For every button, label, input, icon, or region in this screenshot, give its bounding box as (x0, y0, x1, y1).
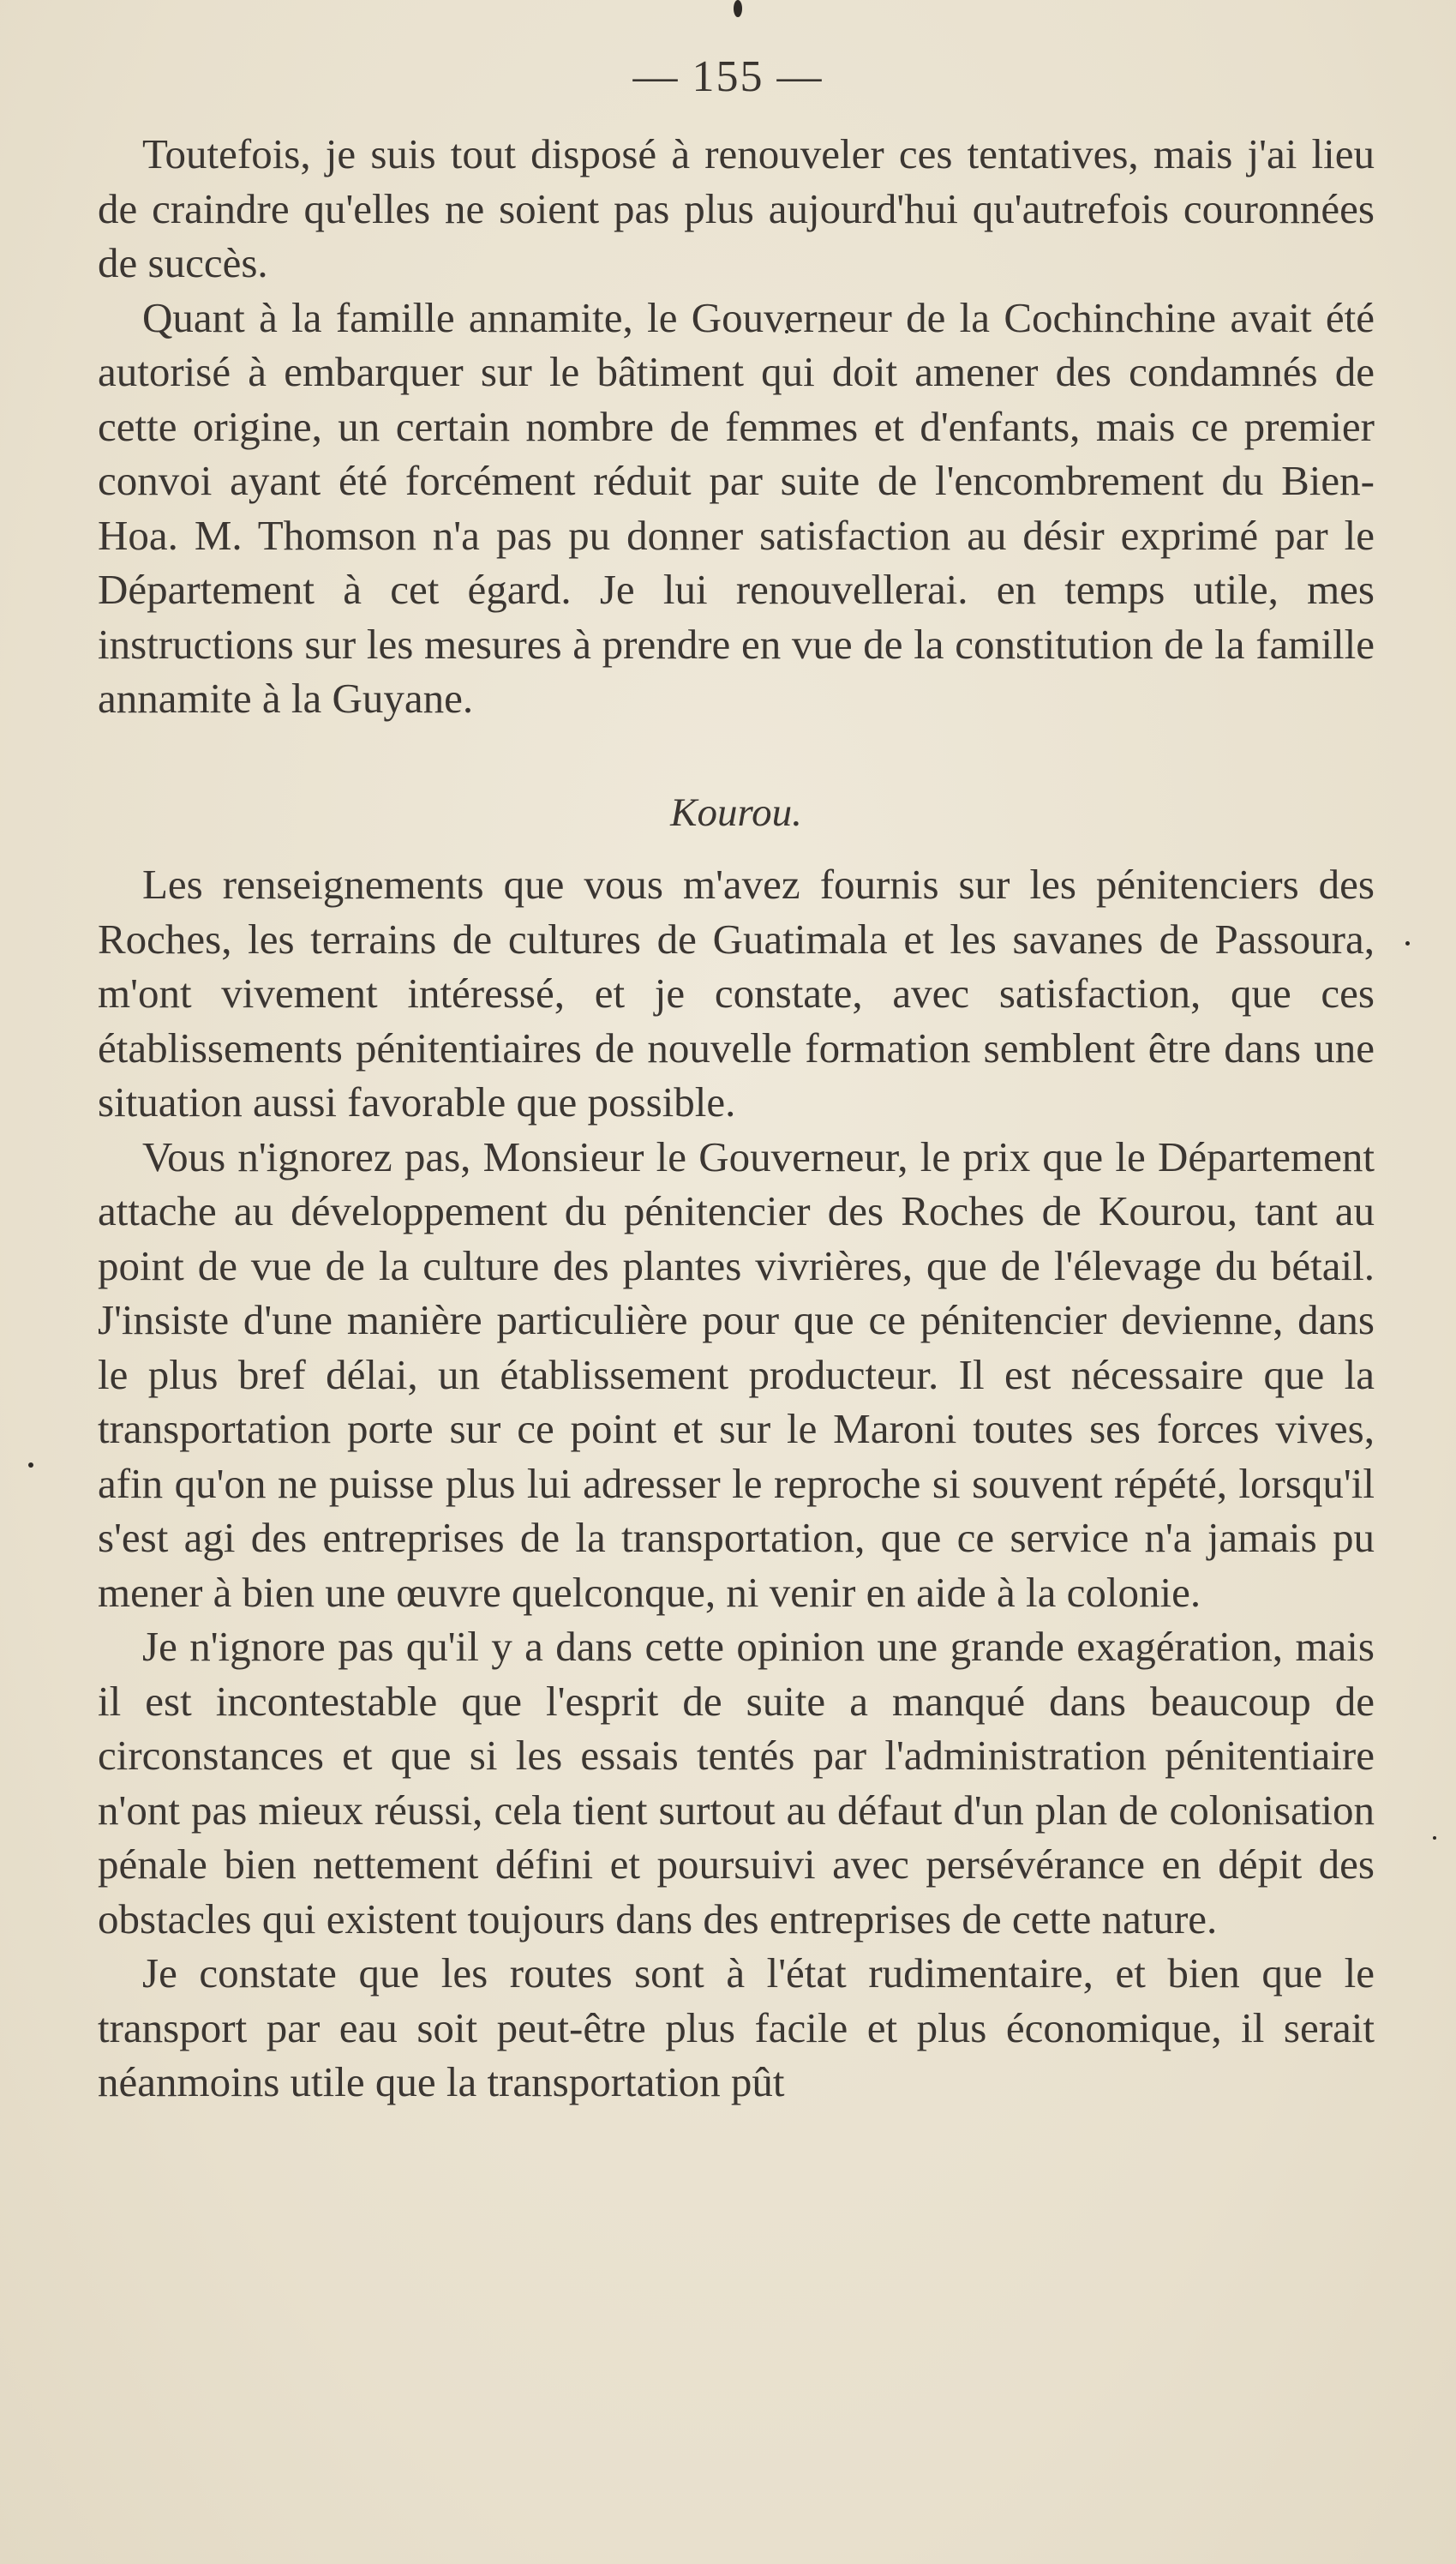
paragraph: Je n'ignore pas qu'il y a dans cette opinion une grande exagération, mais il est incontestable que l'esprit de suite a manqué dans beaucoup de circonstances et que si les essais tentés par l'administration pénitentiaire n'ont pas mieux réussi, cela tient surtout au défaut d'un plan de colonisation pénale bien nettement défini et poursuivi avec persévérance en dépit des obstacles qui existent toujours dans des entreprises de cette nature. (98, 1623, 1375, 1943)
paragraph: Vous n'ignorez pas, Monsieur le Gouverneur, le prix que le Département attache au développement du pénitencier des Roches de Kourou, tant au point de vue de la culture des plantes vivrières, que de l'élevage du bétail. J'insiste d'une manière particulière pour que ce pénitencier devienne, dans le plus bref délai, un établissement producteur. Il est nécessaire que la transportation porte sur ce point et sur le Maroni toutes ses forces vives, afin qu'on ne puisse plus lui adresser le reproche si souvent répété, lorsqu'il s'est agi des entreprises de la transportation, que ce service n'a jamais pu mener à bien une œuvre quelconque, ni venir en aide à la colonie. (98, 1132, 1375, 1616)
ink-speck (28, 1462, 33, 1468)
section-heading: Kourou. (670, 790, 802, 835)
ink-speck (1433, 1836, 1436, 1840)
body-text (98, 127, 1375, 2110)
paragraph: Quant à la famille annamite, le Gouverneur de la Cochinchine avait été autorisé à embarquer sur le bâtiment qui doit amener des condamnés de cette origine, un certain nombre de femmes et d'enfants, mais ce premier convoi ayant été forcément réduit par suite de l'encombrement du Bien-Hoa. M. Thomson n'a pas pu donner satisfaction au désir exprimé par le Département à cet égard. Je lui renouvellerai. en temps utile, mes instructions sur les mesures à prendre en vue de la constitution de la famille annamite à la Guyane. (98, 293, 1375, 722)
ink-speck (734, 0, 742, 17)
ink-speck (1405, 941, 1410, 946)
paragraph: Les renseignements que vous m'avez fournis sur les pénitenciers des Roches, les terrains de cultures de Guatimala et les savanes de Passoura, m'ont vivement intéressé, et je constate, avec satisfaction, que ces établissements pénitentiaires de nouvelle formation semblent être dans une situation aussi favorable que possible. (98, 861, 1375, 1126)
paragraph: Toutefois, je suis tout disposé à renouveler ces tentatives, mais j'ai lieu de craindre qu'elles ne soient pas plus aujourd'hui qu'autrefois couronnées de succès. (98, 130, 1375, 286)
paragraph: Je constate que les routes sont à l'état rudimentaire, et bien que le transport par eau soit peut-être plus facile et plus économique, il serait néanmoins utile que la transportation pût (98, 1949, 1375, 2105)
page-number: — 155 — (632, 52, 824, 101)
